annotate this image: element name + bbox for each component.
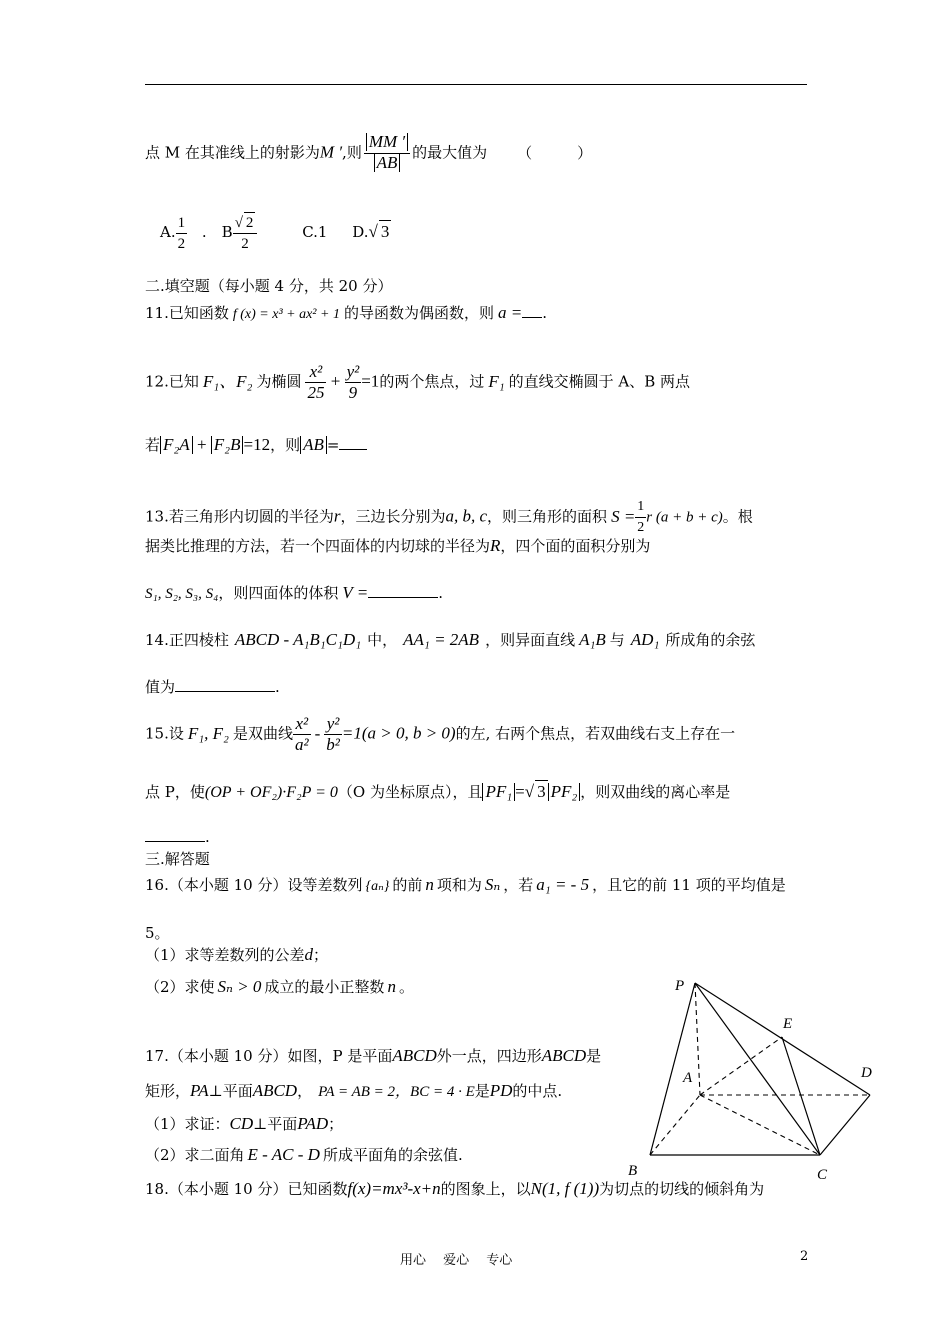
page-number: 2	[800, 1249, 809, 1264]
question-13: 13.若三角形内切圆的半径为r，三边长分别为a, b, c，则三角形的面积 S = $\frac{1}{2}$ r (a + b + c)。根	[145, 499, 753, 535]
question-14: 14.正四棱柱 ABCD - A₁B₁C₁D₁ 中， AA₁ = 2AB ，则异面直线 A₁B 与 AD₁ 所成角的余弦	[145, 630, 756, 649]
pyramid-figure	[628, 975, 885, 1190]
edge-AC-hidden	[700, 1095, 820, 1155]
question-16-line-2: 5。	[145, 924, 170, 942]
question-13-line-3: S₁, S₂, S₃, S₄，则四面体的体积 V = .	[145, 583, 443, 602]
question-13-line-2: 据类比推理的方法，若一个四面体的内切球的半径为R，四个面的面积分别为	[145, 536, 651, 555]
edge-PB	[650, 983, 695, 1155]
label-C: C	[817, 1167, 828, 1183]
question-12: 12.已知 F₁、F₂ 为椭圆 $\frac{\text{x²}}{25}$ + $\frac{\text{y²}}{9}$ =1的两个焦点，过 F₁ 的直线交椭圆于 A、B 两点	[145, 362, 691, 402]
question-12-line-2: 若 F₂A + F₂B =12，则 AB =	[145, 434, 367, 456]
label-B: B	[628, 1163, 638, 1179]
header-rule	[145, 84, 807, 85]
edge-PC	[695, 983, 820, 1155]
question-16-part-2: （2）求使 Sₙ > 0 成立的最小正整数 n 。	[145, 977, 414, 996]
label-A: A	[683, 1070, 693, 1086]
question-17-part-2: （2）求二面角 E - AC - D 所成平面角的余弦值.	[145, 1145, 463, 1164]
label-E: E	[783, 1016, 793, 1032]
edge-PA-hidden	[695, 983, 700, 1095]
label-P: P	[675, 978, 685, 994]
footer-motto: 用心 爱心 专心	[400, 1253, 513, 1268]
q10-continuation: 点 M 在其准线上的射影为M ′,则 $\frac{MM '}{AB}$ 的最大值为 （ ）	[145, 132, 593, 172]
edge-EC	[782, 1037, 820, 1155]
question-15: 15.设 F₁, F₂ 是双曲线 $\frac{\text{x²}}{\text{a²}}$ - $\frac{\text{y²}}{\text{b²}}$ =1(a > 0, b > 0)的左, 右两个焦点，若双曲线右支上存在一	[145, 714, 736, 754]
question-16-part-1: （1）求等差数列的公差d；	[145, 945, 329, 964]
question-17-line-2: 矩形，PA⊥平面ABCD， PA = AB = 2，BC = 4 · E是PD的中点.	[145, 1081, 563, 1100]
question-17-part-1: （1）求证：CD⊥平面PAD；	[145, 1114, 344, 1133]
q10-options: A. $\frac{1}{2}$ . B $\frac{√ 2}{2}$ C.1 D.√ 3	[160, 212, 391, 254]
edge-CD	[820, 1095, 870, 1155]
question-11: 11.已知函数 f (x) = x³ + ax² + 1 的导函数为偶函数，则 a = .	[145, 303, 547, 322]
question-16: 16.（本小题 10 分）设等差数列 {aₙ} 的前 n 项和为 Sₙ ，若 a₁ = - 5 ，且它的前 11 项的平均值是	[145, 875, 786, 894]
question-14-line-2: 值为 .	[145, 678, 280, 696]
question-18: 18.（本小题 10 分）已知函数f(x)=mx³-x+n的图象上，以N(1, f (1))为切点的切线的倾斜角为	[145, 1179, 765, 1198]
question-15-line-3: .	[145, 826, 210, 848]
section-3-heading: 三.解答题	[145, 850, 210, 868]
question-15-line-2: 点 P，使(OP + OF₂)·F₂P = 0（O 为坐标原点），且 PF₁ =√ 3 PF₂ ，则双曲线的离心率是	[145, 782, 731, 801]
label-D: D	[861, 1065, 872, 1081]
question-17: 17.（本小题 10 分）如图，P 是平面ABCD外一点，四边形ABCD是	[145, 1046, 602, 1065]
section-2-heading: 二.填空题（每小题 4 分，共 20 分）	[145, 277, 393, 295]
